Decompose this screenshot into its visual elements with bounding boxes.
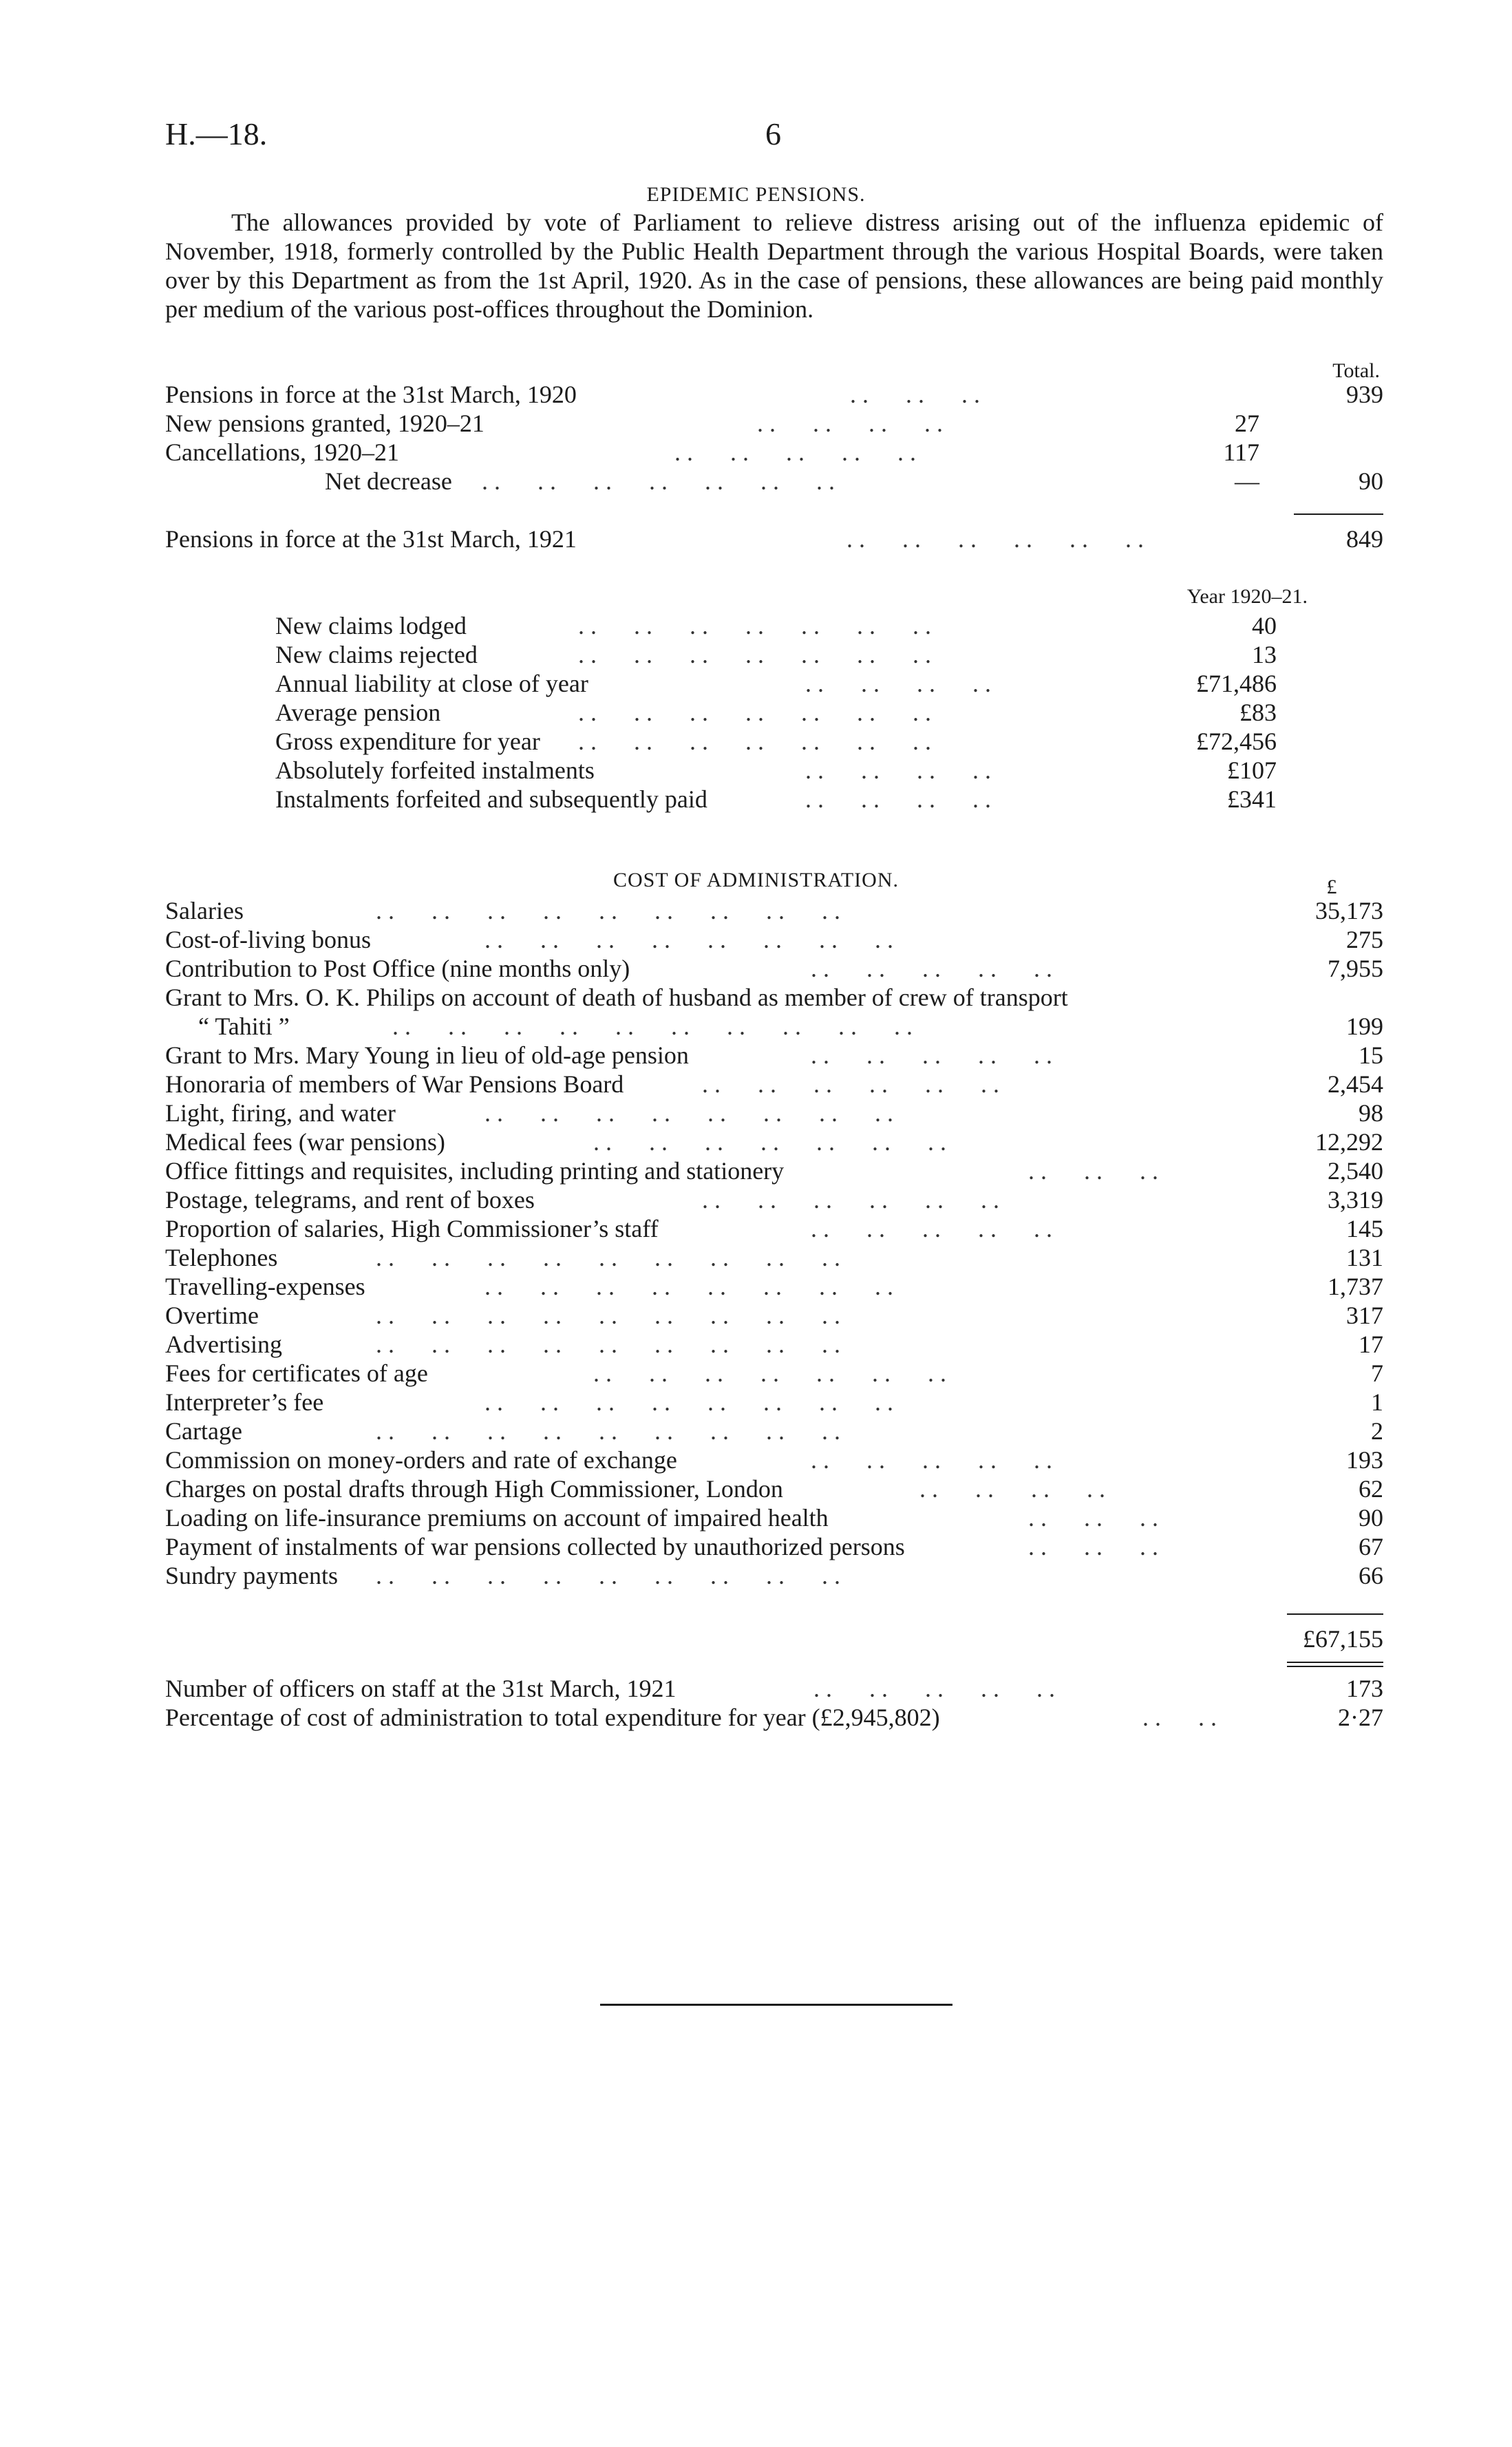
admin-item-row-value: 2,454 bbox=[1328, 1070, 1383, 1098]
admin-item-row bbox=[165, 1301, 1383, 1330]
stat-row-value: £71,486 bbox=[1196, 670, 1277, 697]
admin-item-row bbox=[165, 1214, 1383, 1243]
epidemic-paragraph-text: The allowances provided by vote of Parliament to relieve distress arising out of the influenza epidemic of November, 1918, formerly controlled by the Public Health Department through the various Hospital Boards, were taken over by this Department as from the 1st April, 1920. As in the case of pensions, these allowances are being paid monthly per medium of the various post-offices throughout the Dominion. bbox=[165, 209, 1383, 323]
stat-row-value: £72,456 bbox=[1196, 728, 1277, 755]
pension-row bbox=[165, 409, 1383, 438]
admin-item-row bbox=[165, 1127, 1383, 1156]
admin-item-row-label: Commission on money-orders and rate of exchange bbox=[165, 1446, 677, 1474]
admin-item-row bbox=[165, 1185, 1383, 1214]
leader-dots: . . . . . . bbox=[1028, 1504, 1158, 1532]
admin-item-row-value: 90 bbox=[1359, 1504, 1383, 1532]
summary-row-label: Percentage of cost of administration to total expenditure for year (£2,945,802) bbox=[165, 1704, 940, 1731]
admin-total-row bbox=[1239, 1624, 1383, 1653]
leader-dots: . . . . . . . . . . bbox=[811, 1041, 1052, 1069]
leader-dots: . . . . . . bbox=[1028, 1157, 1158, 1185]
leader-dots: . . . . . . . . bbox=[919, 1475, 1105, 1503]
admin-item-row bbox=[165, 1041, 1383, 1070]
admin-item-row-label: Sundry payments bbox=[165, 1562, 338, 1589]
admin-item-row bbox=[165, 925, 1383, 954]
leader-dots: . . . . . . bbox=[1028, 1533, 1158, 1560]
document-reference: H.—18. bbox=[165, 116, 268, 151]
admin-item-row bbox=[165, 1070, 1383, 1099]
subtotal-rule bbox=[1294, 513, 1383, 515]
stat-row-label: Absolutely forfeited instalments bbox=[275, 756, 595, 784]
admin-item-row bbox=[165, 1561, 1383, 1590]
pension-row-total: 939 bbox=[1346, 381, 1383, 408]
admin-item-row-label: Proportion of salaries, High Commissioner’s staff bbox=[165, 1215, 659, 1242]
admin-item-row-value: 1 bbox=[1371, 1388, 1383, 1416]
leader-dots: . . . . . . . . . . . . . . bbox=[593, 1359, 946, 1387]
leader-dots: . . . . . . . . . . . . bbox=[846, 525, 1144, 553]
admin-total-value: £67,155 bbox=[1303, 1625, 1383, 1653]
leader-dots: . . . . . . . . . . . . bbox=[702, 1186, 999, 1214]
admin-item-row-label: Fees for certificates of age bbox=[165, 1359, 428, 1387]
stat-row bbox=[275, 756, 1277, 785]
admin-item-row-value: 275 bbox=[1346, 926, 1383, 953]
admin-item-row-label: Loading on life-insurance premiums on account of impaired health bbox=[165, 1504, 829, 1532]
admin-item-row-label: Grant to Mrs. Mary Young in lieu of old-age pension bbox=[165, 1041, 689, 1069]
stat-row bbox=[275, 669, 1277, 698]
leader-dots: . . . . . . . . . . . . . . . . bbox=[485, 1273, 893, 1300]
stat-row-value: 13 bbox=[1252, 641, 1277, 668]
stat-row-value: £107 bbox=[1227, 756, 1277, 784]
admin-item-row-label: Travelling-expenses bbox=[165, 1273, 365, 1300]
leader-dots: . . . . . . . . . . bbox=[811, 1215, 1052, 1242]
admin-item-row-label: Salaries bbox=[165, 897, 244, 924]
leader-dots: . . . . . . . . . . . . . . . . . . bbox=[376, 1417, 840, 1445]
leader-dots: . . . . . . . . . . bbox=[813, 1675, 1055, 1702]
total-rule-double-2 bbox=[1287, 1666, 1383, 1667]
admin-section-title: COST OF ADMINISTRATION. bbox=[613, 869, 899, 891]
admin-item-row-label: Payment of instalments of war pensions collected by unauthorized persons bbox=[165, 1533, 905, 1560]
stat-row-label: New claims lodged bbox=[275, 612, 467, 639]
pension-row-label: New pensions granted, 1920–21 bbox=[165, 410, 485, 437]
epidemic-section-title: EPIDEMIC PENSIONS. bbox=[646, 183, 866, 206]
summary-row-value: 2·27 bbox=[1338, 1704, 1383, 1731]
pension-row-label: Net decrease bbox=[325, 467, 452, 495]
stat-row-label: Average pension bbox=[275, 699, 441, 726]
leader-dots: . . . . . . . . . . . . . . bbox=[482, 467, 835, 495]
admin-item-row-value: 1,737 bbox=[1328, 1273, 1383, 1300]
leader-dots: . . . . bbox=[1142, 1704, 1217, 1731]
admin-item-row bbox=[165, 1474, 1383, 1503]
pensions-final-total: 849 bbox=[1346, 525, 1383, 553]
leader-dots: . . . . . . . . . . . . . . . . . . bbox=[376, 1562, 840, 1589]
leader-dots: . . . . . . . . bbox=[805, 756, 991, 784]
total-rule-top bbox=[1287, 1613, 1383, 1615]
admin-item-row bbox=[165, 1272, 1383, 1301]
admin-item-row-label: Contribution to Post Office (nine months only) bbox=[165, 955, 630, 982]
admin-item-row-value: 35,173 bbox=[1315, 897, 1383, 924]
stat-row-label: Annual liability at close of year bbox=[275, 670, 588, 697]
admin-item-row-label: Charges on postal drafts through High Commissioner, London bbox=[165, 1475, 783, 1503]
stat-row-label: Instalments forfeited and subsequently paid bbox=[275, 785, 707, 813]
admin-item-row-label: Honoraria of members of War Pensions Board bbox=[165, 1070, 624, 1098]
stat-row-label: New claims rejected bbox=[275, 641, 478, 668]
stat-row-value: 40 bbox=[1252, 612, 1277, 639]
admin-item-row-value: 2 bbox=[1371, 1417, 1383, 1445]
leader-dots: . . . . . . . . . . . . . . . . . . bbox=[376, 1331, 840, 1358]
admin-item-row-value: 62 bbox=[1359, 1475, 1383, 1503]
admin-item-row-value: 3,319 bbox=[1328, 1186, 1383, 1214]
leader-dots: . . . . . . . . bbox=[805, 670, 991, 697]
admin-item-row bbox=[165, 1503, 1383, 1532]
admin-item-row-value: 199 bbox=[1346, 1013, 1383, 1040]
admin-item-row bbox=[165, 1388, 1383, 1417]
admin-item-row-label: Telephones bbox=[165, 1244, 278, 1271]
admin-item-row bbox=[165, 1099, 1383, 1127]
stat-row-label: Gross expenditure for year bbox=[275, 728, 540, 755]
admin-item-row-label: Medical fees (war pensions) bbox=[165, 1128, 445, 1156]
admin-item-row-label: Cartage bbox=[165, 1417, 242, 1445]
admin-item-row bbox=[165, 1359, 1383, 1388]
admin-item-row-value: 15 bbox=[1359, 1041, 1383, 1069]
leader-dots: . . . . . . . . . . bbox=[811, 1446, 1052, 1474]
leader-dots: . . . . . . . . . . . . . . . . . . bbox=[376, 897, 840, 924]
currency-column-header: £ bbox=[1326, 876, 1337, 898]
admin-item-row-label: Grant to Mrs. O. K. Philips on account of death of husband as member of crew of transport bbox=[165, 984, 1068, 1011]
pension-row-label: Pensions in force at the 31st March, 1920 bbox=[165, 381, 577, 408]
admin-item-row-value: 12,292 bbox=[1315, 1128, 1383, 1156]
leader-dots: . . . . . . . . . . . . . . . . bbox=[485, 1388, 893, 1416]
leader-dots: . . . . . . . . bbox=[757, 410, 943, 437]
end-rule bbox=[600, 2004, 952, 2006]
leader-dots: . . . . . . . . . . . . . . bbox=[578, 641, 931, 668]
stat-row-value: £341 bbox=[1227, 785, 1277, 813]
leader-dots: . . . . . . . . . . . . . . . . bbox=[485, 1099, 893, 1127]
leader-dots: . . . . . . bbox=[850, 381, 980, 408]
pension-row-mid: 27 bbox=[1235, 410, 1259, 437]
pension-row bbox=[165, 380, 1383, 409]
pensions-final-label: Pensions in force at the 31st March, 1921 bbox=[165, 525, 577, 553]
admin-item-row-label: Overtime bbox=[165, 1302, 259, 1329]
leader-dots: . . . . . . . . . . . . . . . . . . . . bbox=[392, 1013, 913, 1040]
admin-item-row-value: 2,540 bbox=[1328, 1157, 1383, 1185]
pension-row-total: 90 bbox=[1359, 467, 1383, 495]
pension-row-mid: 117 bbox=[1223, 438, 1259, 466]
admin-item-row-value: 131 bbox=[1346, 1244, 1383, 1271]
pension-row bbox=[165, 438, 1383, 467]
leader-dots: . . . . . . . . . . . . . . bbox=[593, 1128, 946, 1156]
year-column-header: Year 1920–21. bbox=[1186, 585, 1308, 608]
total-column-header: Total. bbox=[1332, 359, 1380, 382]
total-rule-double-1 bbox=[1287, 1662, 1383, 1663]
stat-row bbox=[275, 727, 1277, 756]
admin-item-row-label: Cost-of-living bonus bbox=[165, 926, 372, 953]
admin-item-row-value: 67 bbox=[1359, 1533, 1383, 1560]
stat-row-value: £83 bbox=[1239, 699, 1277, 726]
admin-item-row bbox=[165, 1445, 1383, 1474]
admin-item-row bbox=[165, 1417, 1383, 1445]
leader-dots: . . . . . . . . . . . . bbox=[702, 1070, 999, 1098]
admin-item-row bbox=[165, 1012, 1383, 1041]
summary-row-label: Number of officers on staff at the 31st March, 1921 bbox=[165, 1675, 677, 1702]
admin-item-row-label: Office fittings and requisites, including printing and stationery bbox=[165, 1157, 785, 1185]
pensions-final-row bbox=[165, 525, 1383, 553]
admin-item-row-value: 7 bbox=[1371, 1359, 1383, 1387]
leader-dots: . . . . . . . . . . . . . . . . bbox=[485, 926, 893, 953]
admin-item-row-value: 145 bbox=[1346, 1215, 1383, 1242]
admin-item-row-label: Postage, telegrams, and rent of boxes bbox=[165, 1186, 535, 1214]
admin-item-row-label: Interpreter’s fee bbox=[165, 1388, 324, 1416]
stat-row bbox=[275, 785, 1277, 814]
stat-row bbox=[275, 611, 1277, 640]
admin-item-row bbox=[165, 896, 1383, 925]
leader-dots: . . . . . . . . . . . . . . bbox=[578, 612, 931, 639]
admin-item-row-value: 98 bbox=[1359, 1099, 1383, 1127]
leader-dots: . . . . . . . . . . . . . . bbox=[578, 699, 931, 726]
admin-item-row-value: 7,955 bbox=[1328, 955, 1383, 982]
pension-row-mid: — bbox=[1235, 467, 1259, 495]
stat-row bbox=[275, 698, 1277, 727]
admin-item-row bbox=[165, 1330, 1383, 1359]
admin-item-row bbox=[165, 954, 1383, 983]
admin-item-row-value: 193 bbox=[1346, 1446, 1383, 1474]
pension-row-label: Cancellations, 1920–21 bbox=[165, 438, 399, 466]
summary-row bbox=[165, 1674, 1383, 1703]
admin-item-row-label: “ Tahiti ” bbox=[198, 1013, 290, 1040]
leader-dots: . . . . . . . . . . . . . . bbox=[578, 728, 931, 755]
admin-item-row bbox=[165, 1243, 1383, 1272]
admin-item-row-label: Light, firing, and water bbox=[165, 1099, 396, 1127]
admin-item-row-value: 17 bbox=[1359, 1331, 1383, 1358]
leader-dots: . . . . . . . . bbox=[805, 785, 991, 813]
admin-item-row-value: 66 bbox=[1359, 1562, 1383, 1589]
epidemic-paragraph bbox=[165, 208, 1383, 324]
leader-dots: . . . . . . . . . . . . . . . . . . bbox=[376, 1244, 840, 1271]
admin-item-row-label: Advertising bbox=[165, 1331, 282, 1358]
leader-dots: . . . . . . . . . . bbox=[811, 955, 1052, 982]
admin-item-row bbox=[165, 983, 1383, 1012]
stat-row bbox=[275, 640, 1277, 669]
admin-item-row bbox=[165, 1532, 1383, 1561]
summary-row-value: 173 bbox=[1346, 1675, 1383, 1702]
admin-item-row-value: 317 bbox=[1346, 1302, 1383, 1329]
leader-dots: . . . . . . . . . . . . . . . . . . bbox=[376, 1302, 840, 1329]
leader-dots: . . . . . . . . . . bbox=[674, 438, 916, 466]
pension-row bbox=[165, 467, 1383, 496]
admin-item-row bbox=[165, 1156, 1383, 1185]
summary-row bbox=[165, 1703, 1383, 1732]
page-number: 6 bbox=[765, 116, 781, 151]
